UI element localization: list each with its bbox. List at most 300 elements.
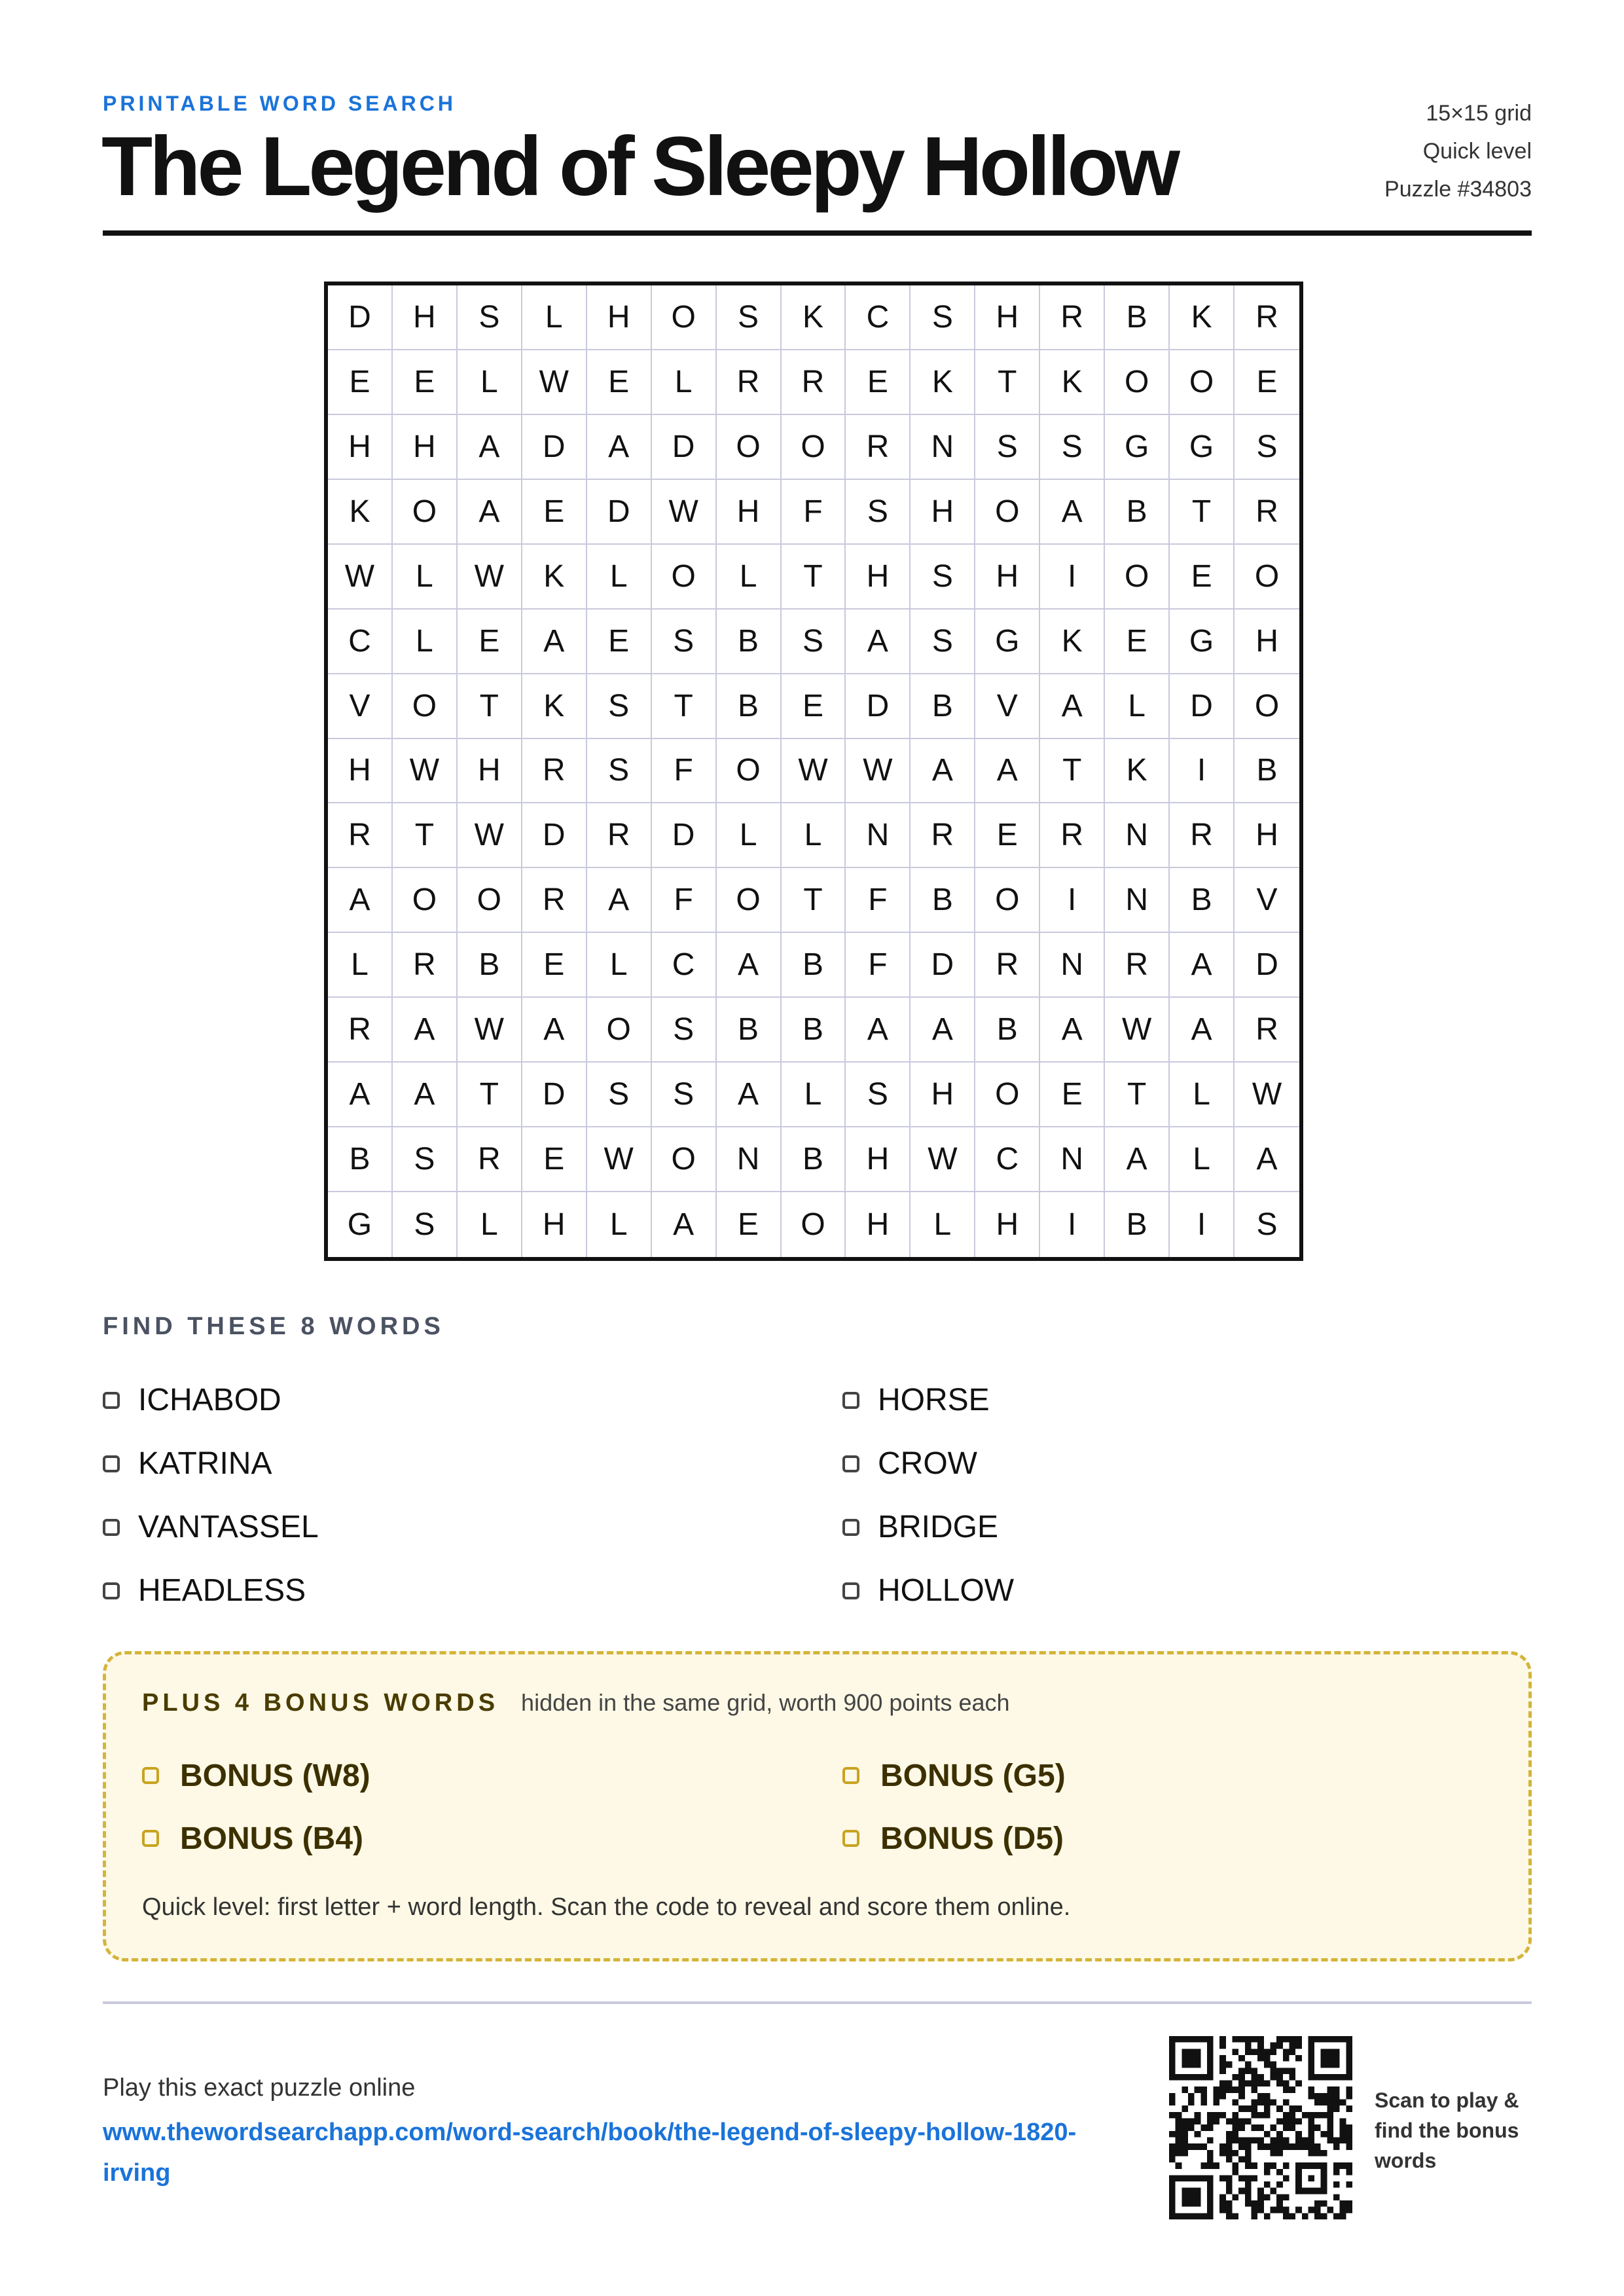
grid-cell[interactable]: H [393,285,458,350]
grid-cell[interactable]: S [911,545,975,610]
grid-cell[interactable]: L [782,803,846,868]
grid-cell[interactable]: O [652,1127,717,1192]
grid-cell[interactable]: W [1105,998,1170,1063]
grid-cell[interactable]: E [328,350,393,415]
grid-cell[interactable]: R [975,933,1040,998]
grid-cell[interactable]: N [1040,1127,1105,1192]
qr-module [1233,2112,1239,2119]
grid-cell[interactable]: B [1105,285,1170,350]
qr-module [1176,2119,1182,2125]
grid-cell[interactable]: C [328,610,393,674]
grid-cell[interactable]: L [587,545,652,610]
grid-cell[interactable]: R [393,933,458,998]
grid-cell[interactable]: B [782,1127,846,1192]
grid-cell[interactable]: N [1105,868,1170,933]
grid-cell[interactable]: B [782,933,846,998]
grid-cell[interactable]: A [458,480,522,545]
qr-module [1188,2124,1195,2131]
grid-cell[interactable]: S [652,1063,717,1127]
grid-cell[interactable]: L [1170,1063,1235,1127]
grid-cell[interactable]: A [587,868,652,933]
grid-cell[interactable]: L [1170,1127,1235,1192]
grid-cell[interactable]: L [458,1192,522,1257]
checkbox-icon[interactable] [842,1392,859,1409]
grid-cell[interactable]: L [717,545,782,610]
grid-cell[interactable]: W [522,350,587,415]
grid-cell[interactable]: T [975,350,1040,415]
qr-module [1245,2081,1252,2087]
checkbox-icon[interactable] [103,1455,120,1472]
grid-cell[interactable]: S [652,610,717,674]
word-item[interactable] [842,1559,1532,1622]
qr-module [1264,2162,1271,2169]
grid-cell[interactable]: N [1105,803,1170,868]
grid-cell[interactable]: A [1040,674,1105,739]
grid-cell[interactable]: S [587,1063,652,1127]
grid-cell[interactable]: W [652,480,717,545]
qr-module [1302,2213,1308,2219]
qr-module [1245,2181,1252,2188]
qr-module [1195,2119,1201,2125]
grid-cell[interactable]: I [1040,868,1105,933]
checkbox-icon[interactable] [103,1392,120,1409]
qr-module [1214,2086,1220,2093]
qr-module [1308,2036,1314,2081]
grid-cell[interactable]: N [911,415,975,480]
grid-cell[interactable]: H [458,739,522,804]
grid-cell[interactable]: A [975,739,1040,804]
word-item[interactable] [103,1495,842,1559]
grid-cell[interactable]: L [393,545,458,610]
grid-cell[interactable]: L [393,610,458,674]
checkbox-icon[interactable] [842,1455,859,1472]
qr-module [1308,2112,1314,2119]
qr-module [1245,2049,1252,2055]
qr-module [1226,2213,1233,2219]
grid-cell[interactable]: A [393,1063,458,1127]
grid-cell[interactable]: H [846,1192,911,1257]
grid-cell[interactable]: V [328,674,393,739]
grid-cell[interactable]: H [846,545,911,610]
grid-cell[interactable]: A [652,1192,717,1257]
grid-cell[interactable]: R [1105,933,1170,998]
grid-cell[interactable]: F [846,933,911,998]
grid-cell[interactable]: O [975,1063,1040,1127]
grid-cell[interactable]: H [975,545,1040,610]
grid-cell[interactable]: A [1235,1127,1299,1192]
grid-cell[interactable]: S [458,285,522,350]
grid-cell[interactable]: A [458,415,522,480]
qr-module [1226,2086,1233,2093]
grid-cell[interactable]: R [1040,803,1105,868]
grid-cell[interactable]: E [587,610,652,674]
qr-module [1207,2175,1214,2219]
grid-cell[interactable]: B [911,868,975,933]
qr-module [1169,2143,1176,2150]
word-item[interactable] [842,1368,1532,1432]
grid-cell[interactable]: A [587,415,652,480]
grid-cell[interactable]: O [393,868,458,933]
grid-cell[interactable]: S [652,998,717,1063]
grid-cell[interactable]: S [911,610,975,674]
grid-cell[interactable]: G [1170,610,1235,674]
grid-cell[interactable]: A [911,998,975,1063]
bonus-word-item[interactable] [842,1807,1490,1870]
grid-cell[interactable]: D [587,480,652,545]
grid-cell[interactable]: R [911,803,975,868]
grid-cell[interactable]: T [393,803,458,868]
grid-cell[interactable]: H [328,415,393,480]
grid-cell[interactable]: D [522,415,587,480]
grid-cell[interactable]: E [1040,1063,1105,1127]
checkbox-icon[interactable] [142,1767,159,1784]
grid-cell[interactable]: D [328,285,393,350]
grid-cell[interactable]: H [846,1127,911,1192]
qr-module [1176,2124,1182,2131]
qr-module [1238,2074,1245,2081]
grid-cell[interactable]: S [1256,1207,1278,1243]
grid-cell[interactable]: O [717,739,782,804]
grid-cell[interactable]: S [782,610,846,674]
grid-cell[interactable]: B [782,998,846,1063]
grid-cell[interactable]: S [587,674,652,739]
bonus-word-item[interactable] [142,1744,842,1807]
grid-cell[interactable]: B [717,998,782,1063]
qr-module [1169,2175,1214,2181]
grid-cell[interactable]: W [393,739,458,804]
qr-module [1257,2207,1264,2214]
grid-cell[interactable]: N [846,803,911,868]
grid-cell[interactable]: T [652,674,717,739]
grid-cell[interactable]: B [911,674,975,739]
qr-module [1238,2175,1245,2181]
grid-cell[interactable]: L [522,285,587,350]
grid-cell[interactable]: K [522,545,587,610]
grid-cell[interactable]: I [1040,1192,1105,1257]
grid-cell[interactable]: H [522,1192,587,1257]
qr-module [1333,2213,1340,2219]
grid-cell[interactable]: L [587,933,652,998]
grid-cell[interactable]: I [1170,1192,1235,1257]
grid-cell[interactable]: O [458,868,522,933]
grid-cell[interactable]: E [522,480,587,545]
grid-cell[interactable]: S [393,1127,458,1192]
puzzle-url-link[interactable]: www.thewordsearchapp.com/word-search/book/the-legend-of-sleepy-hollow-1820-irving [103,2119,1077,2187]
grid-cell[interactable]: R [1235,998,1299,1063]
grid-cell[interactable]: R [1040,285,1105,350]
bonus-word-label: BONUS (D5) [880,1821,1064,1856]
grid-cell[interactable]: K [1040,350,1105,415]
grid-cell[interactable]: L [1105,674,1170,739]
grid-cell[interactable]: V [975,674,1040,739]
grid-cell[interactable]: A [1170,933,1235,998]
grid-cell[interactable]: L [652,350,717,415]
grid-cell[interactable]: G [1105,415,1170,480]
grid-cell[interactable]: G [1170,415,1235,480]
grid-cell[interactable]: R [846,415,911,480]
qr-module [1252,2068,1258,2074]
grid-cell[interactable]: K [911,350,975,415]
grid-cell[interactable]: L [328,933,393,998]
grid-cell[interactable]: L [458,350,522,415]
grid-cell[interactable]: R [522,739,587,804]
grid-cell[interactable]: T [782,545,846,610]
grid-cell[interactable]: O [782,415,846,480]
grid-cell[interactable]: E [846,350,911,415]
grid-cell[interactable]: T [782,868,846,933]
qr-module [1289,2049,1295,2055]
word-item[interactable] [842,1495,1532,1559]
grid-cell[interactable]: A [522,610,587,674]
grid-cell[interactable]: A [522,998,587,1063]
qr-module [1283,2086,1290,2093]
checkbox-icon[interactable] [103,1519,120,1536]
grid-cell[interactable]: S [1235,415,1299,480]
grid-cell[interactable]: O [717,868,782,933]
qr-module [1308,2124,1314,2131]
checkbox-icon[interactable] [842,1519,859,1536]
word-item[interactable] [103,1432,842,1495]
grid-cell[interactable]: T [458,674,522,739]
grid-cell[interactable]: R [782,350,846,415]
qr-module [1176,2150,1182,2157]
grid-cell[interactable]: G [975,610,1040,674]
qr-module [1276,2207,1283,2214]
grid-cell[interactable]: E [587,350,652,415]
grid-cell[interactable]: S [846,1063,911,1127]
grid-cell[interactable]: F [652,868,717,933]
grid-cell[interactable]: T [1170,480,1235,545]
grid-cell[interactable]: R [1170,803,1235,868]
grid-cell[interactable]: L [717,803,782,868]
grid-cell[interactable]: H [587,285,652,350]
grid-cell[interactable]: A [911,739,975,804]
grid-cell[interactable]: W [846,739,911,804]
grid-cell[interactable]: R [328,998,393,1063]
grid-cell[interactable]: A [846,998,911,1063]
grid-cell[interactable]: A [1170,998,1235,1063]
grid-cell[interactable]: S [911,285,975,350]
grid-cell[interactable]: K [1105,739,1170,804]
qr-module [1340,2200,1346,2207]
grid-cell[interactable]: F [652,739,717,804]
grid-cell[interactable]: K [782,285,846,350]
grid-cell[interactable]: C [652,933,717,998]
grid-cell[interactable]: F [782,480,846,545]
grid-cell[interactable]: O [975,868,1040,933]
grid-cell[interactable]: E [975,803,1040,868]
grid-cell[interactable]: B [717,610,782,674]
grid-cell[interactable]: H [975,1192,1040,1257]
grid-cell[interactable]: W [458,998,522,1063]
grid-cell[interactable]: L [587,1192,652,1257]
grid-cell[interactable]: A [328,1063,393,1127]
bonus-word-item[interactable] [142,1807,842,1870]
grid-cell[interactable]: O [652,285,717,350]
grid-cell[interactable]: W [458,545,522,610]
grid-cell[interactable]: S [717,285,782,350]
grid-cell[interactable]: A [846,610,911,674]
grid-cell[interactable]: R [717,350,782,415]
word-item[interactable] [842,1432,1532,1495]
grid-cell[interactable]: B [1105,480,1170,545]
grid-cell[interactable]: O [1235,545,1299,610]
grid-cell[interactable]: C [975,1127,1040,1192]
grid-cell[interactable]: E [522,933,587,998]
grid-cell[interactable]: E [717,1192,782,1257]
grid-cell[interactable]: O [393,674,458,739]
grid-cell[interactable]: E [1170,545,1235,610]
grid-cell[interactable]: L [911,1192,975,1257]
qr-module [1308,2175,1314,2181]
qr-code[interactable] [1169,2036,1352,2219]
qr-module [1214,2100,1220,2106]
grid-cell[interactable]: S [1040,415,1105,480]
grid-cell[interactable]: K [522,674,587,739]
checkbox-icon[interactable] [103,1582,120,1599]
grid-cell[interactable]: R [1235,480,1299,545]
grid-cell[interactable]: O [393,480,458,545]
grid-cell[interactable]: R [458,1127,522,1192]
grid-cell[interactable]: O [1105,350,1170,415]
grid-cell[interactable]: V [1235,868,1299,933]
grid-cell[interactable]: R [328,803,393,868]
grid-cell[interactable]: E [782,674,846,739]
qr-module [1176,2131,1182,2138]
grid-cell[interactable]: I [1040,545,1105,610]
grid-cell[interactable]: A [717,933,782,998]
grid-cell[interactable]: O [782,1192,846,1257]
grid-cell[interactable]: E [1235,350,1299,415]
grid-cell[interactable]: D [522,1063,587,1127]
qr-module [1169,2074,1214,2081]
grid-cell[interactable]: W [458,803,522,868]
grid-cell[interactable]: O [1105,545,1170,610]
grid-cell[interactable]: H [911,480,975,545]
grid-cell[interactable]: B [328,1127,393,1192]
grid-cell[interactable]: H [393,415,458,480]
grid-cell[interactable]: O [1170,350,1235,415]
grid-cell[interactable]: D [1235,933,1299,998]
grid-cell[interactable]: T [1040,739,1105,804]
qr-module [1302,2143,1308,2150]
grid-cell[interactable]: K [328,480,393,545]
grid-cell[interactable]: K [1170,285,1235,350]
grid-cell[interactable]: H [1235,610,1299,674]
grid-cell[interactable]: O [975,480,1040,545]
grid-cell[interactable]: D [1170,674,1235,739]
qr-module [1327,2124,1333,2131]
grid-cell[interactable]: A [1105,1127,1170,1192]
grid-cell[interactable]: B [1170,868,1235,933]
grid-cell[interactable]: D [652,803,717,868]
grid-cell[interactable]: R [1235,285,1299,350]
grid-cell[interactable]: A [1040,998,1105,1063]
checkbox-icon[interactable] [842,1767,859,1784]
qr-module [1289,2036,1295,2043]
grid-cell[interactable]: B [458,933,522,998]
grid-cell[interactable]: E [1105,610,1170,674]
checkbox-icon[interactable] [842,1830,859,1847]
qr-module [1308,2093,1314,2100]
grid-cell[interactable]: W [911,1127,975,1192]
grid-cell[interactable]: S [846,480,911,545]
grid-cell[interactable]: L [782,1063,846,1127]
grid-cell[interactable]: K [1040,610,1105,674]
grid-cell[interactable]: A [328,868,393,933]
qr-module [1314,2213,1321,2219]
grid-cell[interactable]: D [522,803,587,868]
grid-cell[interactable]: N [1040,933,1105,998]
qr-module [1270,2207,1276,2214]
grid-cell[interactable]: S [393,1192,458,1257]
grid-cell[interactable]: E [522,1127,587,1192]
grid-cell[interactable]: O [1235,674,1299,739]
grid-cell[interactable]: H [1235,803,1299,868]
grid-cell[interactable]: T [1105,1063,1170,1127]
qr-module [1200,2093,1207,2100]
grid-cell[interactable]: R [587,803,652,868]
grid-cell[interactable]: A [1040,480,1105,545]
qr-module [1195,2131,1201,2138]
qr-module [1238,2055,1245,2062]
grid-cell[interactable]: R [522,868,587,933]
grid-cell[interactable]: B [717,674,782,739]
grid-cell[interactable]: W [1235,1063,1299,1127]
grid-cell[interactable]: H [328,739,393,804]
grid-cell[interactable]: H [717,480,782,545]
qr-module [1176,2162,1182,2169]
grid-cell[interactable]: B [1105,1192,1170,1257]
grid-cell[interactable]: A [717,1063,782,1127]
grid-cell[interactable]: F [846,868,911,933]
qr-module [1257,2143,1264,2150]
word-item[interactable] [103,1559,842,1622]
grid-cell[interactable]: S [587,739,652,804]
checkbox-icon[interactable] [142,1830,159,1847]
qr-module [1340,2131,1346,2138]
grid-cell[interactable]: B [975,998,1040,1063]
grid-cell[interactable]: D [911,933,975,998]
bonus-word-item[interactable] [842,1744,1490,1807]
grid-cell[interactable]: S [975,415,1040,480]
grid-cell[interactable]: B [1235,739,1299,804]
grid-cell[interactable]: O [652,545,717,610]
grid-cell[interactable]: H [911,1063,975,1127]
grid-cell[interactable]: W [587,1127,652,1192]
grid-cell[interactable]: G [328,1192,393,1257]
grid-cell[interactable]: E [393,350,458,415]
grid-cell[interactable]: I [1170,739,1235,804]
grid-cell[interactable]: T [458,1063,522,1127]
qr-module [1207,2137,1214,2143]
grid-cell[interactable]: O [717,415,782,480]
qr-module [1226,2062,1233,2068]
grid-cell[interactable]: O [587,998,652,1063]
grid-cell[interactable]: D [846,674,911,739]
grid-cell[interactable]: D [652,415,717,480]
grid-cell[interactable]: E [458,610,522,674]
grid-cell[interactable]: A [393,998,458,1063]
grid-cell[interactable]: N [717,1127,782,1192]
checkbox-icon[interactable] [842,1582,859,1599]
word-item[interactable] [103,1368,842,1432]
grid-cell[interactable]: W [782,739,846,804]
word-label: BRIDGE [878,1510,999,1544]
grid-cell[interactable]: W [328,545,393,610]
grid-cell[interactable]: H [975,285,1040,350]
grid-cell[interactable]: C [846,285,911,350]
